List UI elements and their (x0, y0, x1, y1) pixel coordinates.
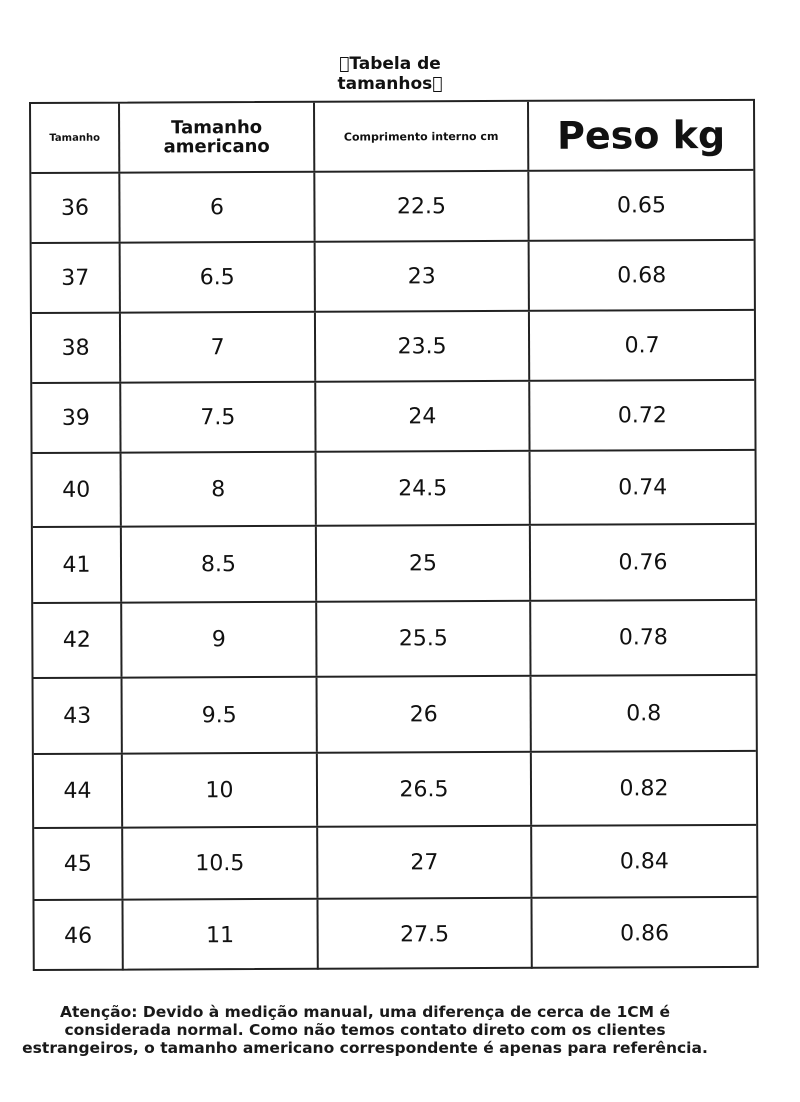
measurement-notice (10, 1003, 720, 1057)
cell-inner-length: 25.5 (317, 602, 531, 676)
cell-size: 44 (34, 755, 123, 827)
notice-line-2: considerada normal. Como não temos contato direto com os clientes (64, 1021, 666, 1039)
cell-inner-length: 23 (316, 242, 530, 311)
cell-size: 41 (33, 528, 122, 602)
cell-inner-length: 23.5 (316, 312, 530, 381)
cell-weight: 0.7 (624, 332, 660, 358)
cell-weight: 0.74 (618, 474, 668, 500)
cell-weight: 0.72 (617, 402, 667, 428)
cell-size: 45 (34, 829, 123, 899)
size-table (29, 99, 759, 971)
cell-us-size: 10.5 (123, 828, 318, 899)
cell-size: 40 (33, 454, 122, 526)
cell-us-size: 6 (120, 173, 315, 242)
notice-line-3: estrangeiros, o tamanho americano correspondente é apenas para referência. (22, 1039, 708, 1057)
cell-us-size: 7.5 (121, 383, 316, 452)
cell-size: 36 (31, 174, 120, 242)
header-us-size: Tamanho americano (120, 103, 315, 172)
title-line-2: tamanhos  (337, 74, 443, 94)
cell-weight: 0.65 (616, 192, 666, 218)
cell-size: 43 (34, 679, 123, 753)
cell-us-size: 8.5 (122, 527, 317, 602)
cell-size: 42 (33, 604, 122, 677)
table-row (34, 898, 756, 971)
table-row (32, 311, 754, 384)
cell-us-size: 8 (122, 453, 317, 526)
notice-line-1: Atenção: Devido à medição manual, uma diferença de cerca de 1CM é (60, 1003, 670, 1021)
cell-us-size: 11 (123, 900, 318, 971)
cell-weight: 0.78 (618, 625, 668, 651)
cell-size: 46 (34, 901, 123, 971)
cell-inner-length: 24 (316, 382, 530, 451)
table-row (32, 241, 754, 314)
cell-us-size: 7 (121, 313, 316, 382)
cell-weight: 0.8 (626, 700, 662, 726)
table-row (31, 171, 753, 244)
cell-weight: 0.76 (618, 549, 668, 575)
table-row (33, 525, 755, 604)
cell-us-size: 9 (122, 603, 317, 677)
cell-inner-length: 26.5 (318, 753, 532, 826)
cell-inner-length: 27.5 (318, 899, 532, 970)
cell-weight: 0.84 (619, 848, 669, 874)
cell-inner-length: 25 (317, 526, 531, 601)
cell-size: 38 (32, 314, 121, 382)
table-row (33, 451, 755, 528)
cell-size: 37 (32, 244, 121, 312)
cell-us-size: 6.5 (121, 243, 316, 312)
title-line-1:  Tabela de (339, 54, 441, 74)
table-row (34, 676, 756, 755)
cell-inner-length: 26 (318, 677, 532, 752)
header-weight: Peso kg (557, 112, 726, 158)
cell-size: 39 (32, 384, 121, 452)
cell-weight: 0.82 (619, 775, 669, 801)
table-row (32, 381, 754, 454)
cell-inner-length: 22.5 (315, 172, 529, 241)
cell-inner-length: 27 (318, 827, 532, 898)
table-row (34, 826, 756, 901)
cell-us-size: 9.5 (123, 678, 318, 753)
cell-us-size: 10 (123, 754, 318, 827)
table-row (33, 601, 755, 679)
cell-weight: 0.86 (620, 920, 670, 946)
header-inner-length: Comprimento interno cm (315, 102, 529, 171)
header-size: Tamanho (31, 104, 120, 172)
cell-weight: 0.68 (617, 262, 667, 288)
page-title (300, 54, 480, 94)
cell-inner-length: 24.5 (317, 452, 531, 525)
table-row (34, 752, 756, 829)
table-header-row (31, 101, 753, 174)
